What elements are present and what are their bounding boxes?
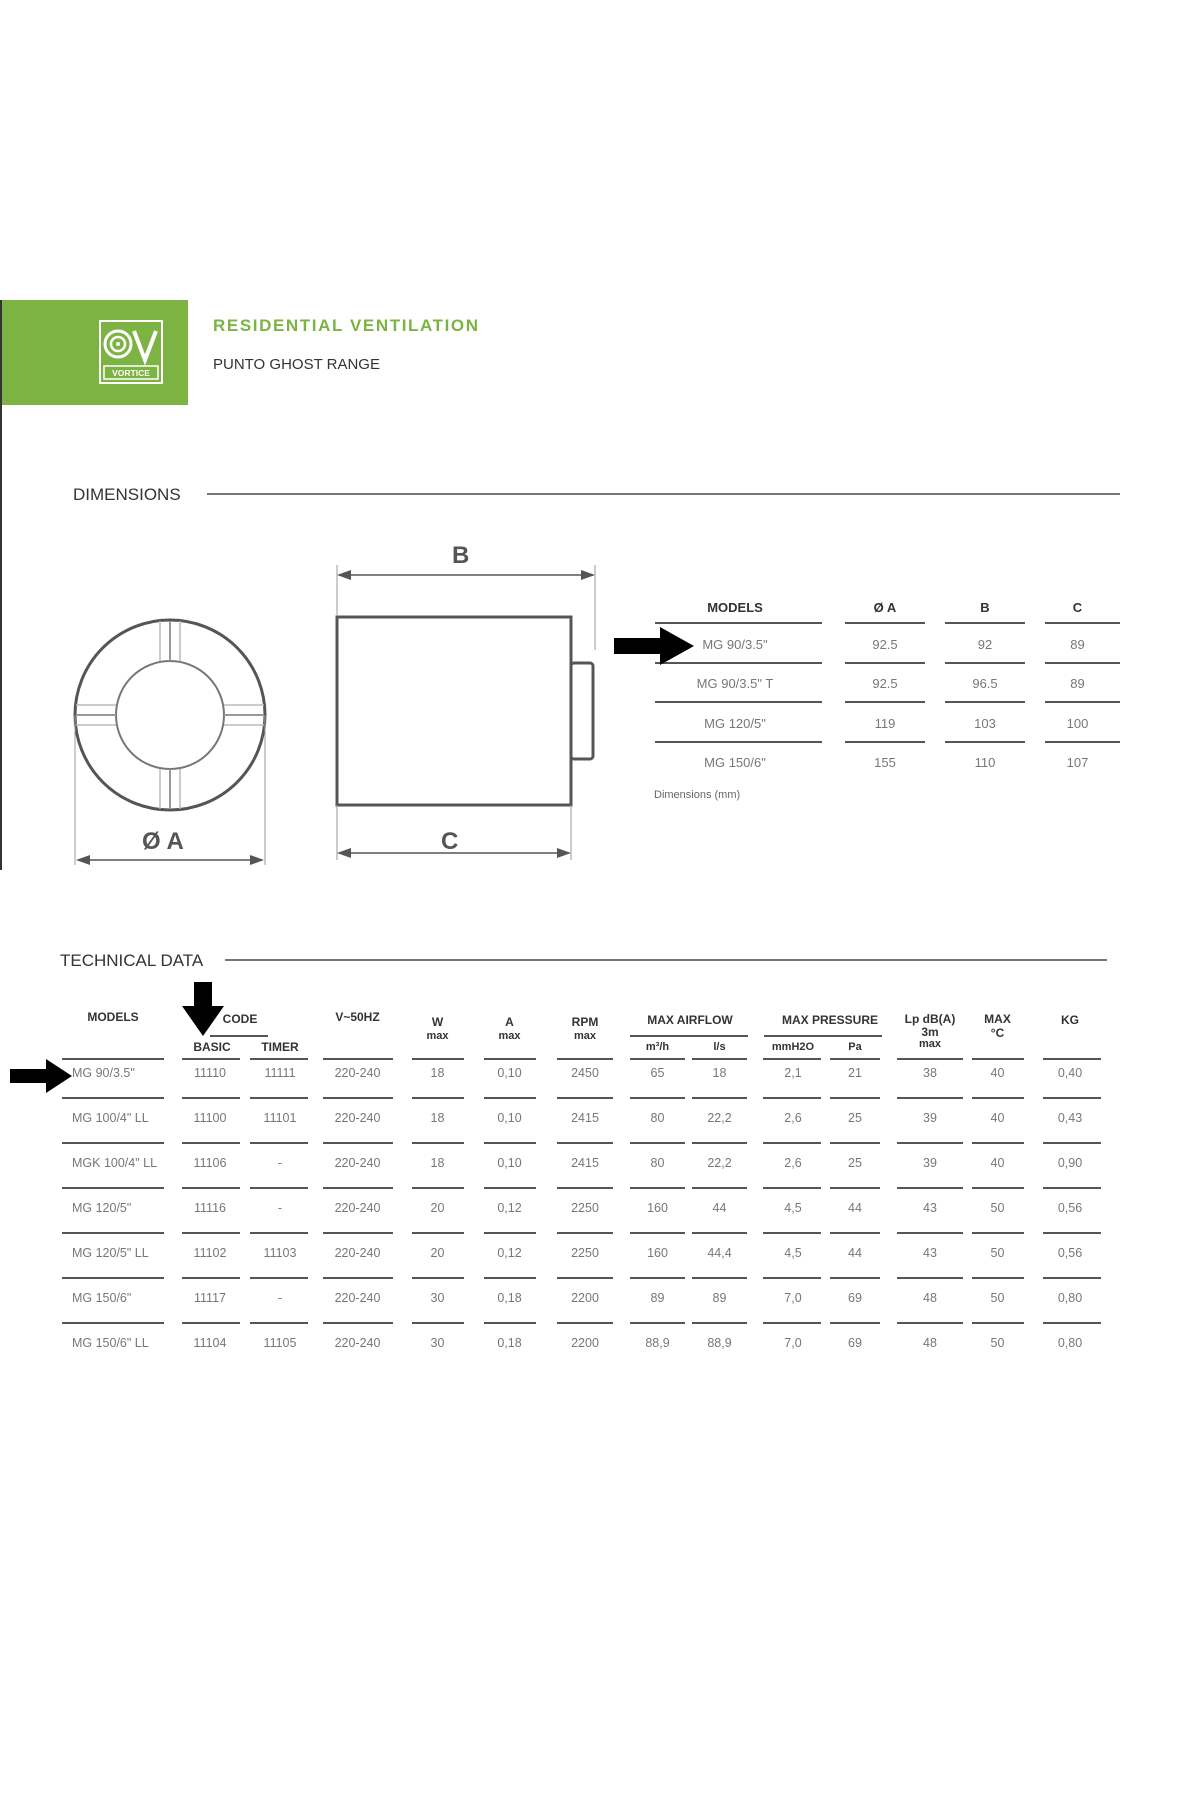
tech-col-ls: l/s	[713, 1041, 726, 1053]
tech-cell-pressure-mmh2o: 4,5	[784, 1246, 802, 1260]
tech-row-rule	[830, 1322, 880, 1324]
tech-row-rule	[972, 1187, 1024, 1189]
tech-cell-weight: 0,56	[1057, 1201, 1083, 1215]
tech-row-rule	[182, 1322, 240, 1324]
tech-row-rule	[323, 1097, 393, 1099]
tech-row-rule	[557, 1277, 613, 1279]
tech-cell-rpm: 2415	[571, 1111, 599, 1125]
tech-row-rule	[692, 1187, 747, 1189]
tech-row-rule	[250, 1097, 308, 1099]
tech-cell-rpm: 2250	[571, 1201, 599, 1215]
tech-row-rule	[1043, 1187, 1101, 1189]
tech-col-kg: KG	[1061, 1013, 1079, 1027]
logo-text: VORTICE	[112, 368, 150, 378]
technical-rule	[225, 959, 1107, 961]
tech-cell-pressure-mmh2o: 4,5	[784, 1201, 802, 1215]
vortice-logo	[99, 320, 163, 384]
tech-cell-noise-db: 48	[923, 1291, 937, 1305]
tech-cell-weight: 0,80	[1057, 1291, 1083, 1305]
tech-row-rule	[692, 1232, 747, 1234]
tech-cell-airflow-ls: 22,2	[707, 1111, 732, 1125]
dim-rule	[845, 622, 925, 624]
tech-row-rule	[412, 1322, 464, 1324]
tech-header-rule	[182, 1058, 240, 1060]
tech-cell-watts: 20	[430, 1246, 445, 1260]
tech-row-rule	[630, 1322, 685, 1324]
tech-row-rule	[1043, 1277, 1101, 1279]
tech-row-rule	[897, 1277, 963, 1279]
tech-cell-airflow-m3h: 89	[650, 1291, 665, 1305]
tech-col-a: A	[505, 1015, 514, 1029]
tech-cell-timer-code: 11105	[263, 1336, 297, 1350]
tech-col-basic: BASIC	[193, 1040, 231, 1054]
arrow-down-icon	[181, 982, 225, 1038]
tech-header-rule	[692, 1058, 747, 1060]
tech-cell-basic-code: 11106	[193, 1156, 227, 1170]
tech-cell-watts: 18	[430, 1156, 445, 1170]
dim-col-b: B	[980, 600, 990, 615]
dim-label-b: B	[452, 542, 470, 569]
tech-col-pa: Pa	[848, 1041, 862, 1053]
tech-row-rule	[557, 1097, 613, 1099]
tech-cell-basic-code: 11110	[194, 1066, 226, 1080]
tech-row-rule	[630, 1232, 685, 1234]
tech-cell-max-temp: 40	[990, 1111, 1005, 1125]
dim-cell-c: 89	[1070, 637, 1085, 652]
tech-row-rule	[830, 1097, 880, 1099]
tech-cell-airflow-m3h: 160	[647, 1246, 668, 1260]
brand-range: PUNTO GHOST RANGE	[213, 356, 380, 373]
tech-row-rule	[484, 1187, 536, 1189]
tech-row-rule	[692, 1097, 747, 1099]
tech-cell-pressure-mmh2o: 2,1	[784, 1066, 802, 1080]
tech-row-rule	[763, 1277, 821, 1279]
tech-col-code: CODE	[222, 1012, 258, 1026]
tech-cell-pressure-pa: 69	[848, 1336, 862, 1350]
tech-row-rule	[323, 1142, 393, 1144]
tech-cell-airflow-ls: 44,4	[707, 1246, 732, 1260]
dim-cell-a: 92.5	[872, 676, 898, 691]
dim-cell-b: 96.5	[972, 676, 998, 691]
pressure-header-rule	[764, 1035, 882, 1037]
tech-cell-basic-code: 11104	[193, 1336, 227, 1350]
dimensions-title: DIMENSIONS	[73, 485, 181, 504]
tech-row-rule	[763, 1097, 821, 1099]
tech-col-models: MODELS	[87, 1010, 139, 1024]
tech-col-lp-sub2: max	[918, 1038, 942, 1050]
tech-row-rule	[62, 1322, 164, 1324]
tech-cell-watts: 30	[430, 1291, 445, 1305]
tech-cell-watts: 30	[430, 1336, 445, 1350]
arrow-right-icon	[10, 1057, 74, 1095]
tech-row-rule	[557, 1232, 613, 1234]
fan-side-drawing	[325, 555, 605, 875]
tech-cell-voltage: 220-240	[334, 1156, 381, 1170]
tech-cell-weight: 0,80	[1057, 1336, 1083, 1350]
tech-cell-rpm: 2415	[571, 1156, 599, 1170]
tech-cell-amps: 0,12	[497, 1246, 522, 1260]
tech-row-rule	[412, 1187, 464, 1189]
tech-row-rule	[484, 1232, 536, 1234]
tech-cell-airflow-m3h: 160	[647, 1201, 668, 1215]
dim-cell-a: 92.5	[872, 637, 898, 652]
tech-col-rpm: RPM	[571, 1015, 599, 1029]
tech-row-rule	[630, 1277, 685, 1279]
tech-cell-airflow-ls: 22,2	[707, 1156, 732, 1170]
tech-cell-basic-code: 11102	[193, 1246, 227, 1260]
dim-cell-a: 155	[874, 755, 896, 770]
tech-cell-weight: 0,43	[1057, 1111, 1083, 1125]
tech-cell-voltage: 220-240	[334, 1066, 381, 1080]
tech-cell-model: MG 120/5"	[72, 1201, 132, 1215]
tech-row-rule	[763, 1232, 821, 1234]
tech-row-rule	[557, 1142, 613, 1144]
tech-row-rule	[897, 1097, 963, 1099]
tech-cell-basic-code: 11116	[194, 1201, 226, 1215]
tech-row-rule	[250, 1322, 308, 1324]
dim-cell-model: MG 90/3.5"	[702, 637, 768, 652]
tech-cell-amps: 0,18	[497, 1336, 522, 1350]
tech-cell-amps: 0,10	[497, 1156, 522, 1170]
tech-header-rule	[830, 1058, 880, 1060]
tech-col-maxc-sub: °C	[990, 1026, 1005, 1040]
tech-row-rule	[897, 1142, 963, 1144]
tech-row-rule	[972, 1142, 1024, 1144]
tech-cell-rpm: 2200	[571, 1336, 599, 1350]
tech-header-rule	[62, 1058, 164, 1060]
tech-cell-rpm: 2200	[571, 1291, 599, 1305]
tech-row-rule	[630, 1142, 685, 1144]
tech-header-rule	[630, 1058, 685, 1060]
tech-cell-airflow-ls: 44	[712, 1201, 727, 1215]
tech-row-rule	[182, 1142, 240, 1144]
tech-row-rule	[972, 1097, 1024, 1099]
dimensions-rule	[207, 493, 1120, 495]
dim-cell-c: 100	[1066, 716, 1089, 731]
tech-row-rule	[323, 1277, 393, 1279]
tech-cell-timer-code: 11111	[264, 1066, 296, 1080]
tech-row-rule	[1043, 1142, 1101, 1144]
tech-row-rule	[830, 1232, 880, 1234]
tech-row-rule	[830, 1142, 880, 1144]
tech-cell-pressure-mmh2o: 7,0	[784, 1336, 802, 1350]
tech-cell-noise-db: 38	[923, 1066, 937, 1080]
tech-header-rule	[412, 1058, 464, 1060]
dim-col-a: Ø A	[873, 600, 897, 615]
tech-cell-voltage: 220-240	[334, 1336, 381, 1350]
tech-row-rule	[412, 1097, 464, 1099]
tech-cell-model: MG 100/4" LL	[72, 1111, 149, 1125]
tech-header-rule	[484, 1058, 536, 1060]
tech-row-rule	[323, 1187, 393, 1189]
tech-row-rule	[182, 1232, 240, 1234]
tech-row-rule	[412, 1232, 464, 1234]
tech-row-rule	[62, 1142, 164, 1144]
tech-cell-max-temp: 50	[990, 1246, 1005, 1260]
dim-cell-model: MG 120/5"	[704, 716, 766, 731]
tech-cell-rpm: 2450	[571, 1066, 599, 1080]
tech-row-rule	[323, 1322, 393, 1324]
tech-cell-model: MG 150/6"	[72, 1291, 132, 1305]
dim-rule	[945, 622, 1025, 624]
tech-row-rule	[1043, 1232, 1101, 1234]
tech-row-rule	[630, 1097, 685, 1099]
tech-row-rule	[630, 1187, 685, 1189]
tech-row-rule	[484, 1097, 536, 1099]
dim-cell-b: 103	[974, 716, 996, 731]
tech-row-rule	[897, 1232, 963, 1234]
dim-cell-a: 119	[874, 716, 896, 731]
tech-col-voltage: V~50HZ	[335, 1010, 380, 1024]
tech-cell-noise-db: 48	[923, 1336, 937, 1350]
tech-col-lp-sub1: 3m	[921, 1025, 939, 1039]
tech-col-mmh2o: mmH2O	[771, 1041, 815, 1053]
tech-cell-pressure-mmh2o: 7,0	[784, 1291, 802, 1305]
tech-row-rule	[763, 1322, 821, 1324]
tech-header-rule	[1043, 1058, 1101, 1060]
tech-col-airflow: MAX AIRFLOW	[647, 1013, 733, 1027]
tech-cell-voltage: 220-240	[334, 1111, 381, 1125]
tech-row-rule	[897, 1187, 963, 1189]
tech-row-rule	[830, 1187, 880, 1189]
tech-row-rule	[484, 1142, 536, 1144]
tech-cell-voltage: 220-240	[334, 1246, 381, 1260]
dim-cell-model: MG 150/6"	[704, 755, 766, 770]
tech-cell-weight: 0,56	[1057, 1246, 1083, 1260]
tech-cell-max-temp: 50	[990, 1291, 1005, 1305]
tech-cell-noise-db: 43	[923, 1246, 937, 1260]
tech-row-rule	[250, 1142, 308, 1144]
tech-row-rule	[250, 1232, 308, 1234]
tech-col-timer: TIMER	[261, 1040, 299, 1054]
tech-cell-noise-db: 39	[923, 1156, 937, 1170]
tech-cell-timer-code: -	[277, 1291, 283, 1305]
tech-col-m3h: m³/h	[645, 1041, 670, 1053]
dim-label-a: Ø A	[142, 828, 184, 855]
tech-col-w-sub: max	[426, 1030, 449, 1042]
dimensions-note: Dimensions (mm)	[654, 789, 741, 801]
tech-cell-pressure-pa: 44	[848, 1201, 862, 1215]
tech-col-a-sub: max	[498, 1030, 521, 1042]
tech-cell-rpm: 2250	[571, 1246, 599, 1260]
tech-cell-model: MG 120/5" LL	[72, 1246, 149, 1260]
dim-cell-c: 89	[1070, 676, 1085, 691]
tech-cell-pressure-pa: 21	[848, 1066, 862, 1080]
tech-row-rule	[692, 1322, 747, 1324]
dim-rule	[1045, 622, 1120, 624]
dim-label-c: C	[441, 828, 459, 855]
tech-row-rule	[62, 1187, 164, 1189]
tech-cell-watts: 18	[430, 1066, 445, 1080]
arrow-right-icon	[614, 625, 696, 667]
dim-rule	[655, 622, 822, 624]
tech-row-rule	[250, 1277, 308, 1279]
tech-row-rule	[1043, 1322, 1101, 1324]
dim-col-models: MODELS	[707, 600, 763, 615]
airflow-header-rule	[630, 1035, 748, 1037]
tech-cell-amps: 0,10	[497, 1066, 522, 1080]
page-margin-line	[0, 300, 2, 870]
tech-cell-watts: 20	[430, 1201, 445, 1215]
tech-cell-model: MGK 100/4" LL	[72, 1156, 158, 1170]
tech-cell-voltage: 220-240	[334, 1291, 381, 1305]
tech-cell-pressure-pa: 25	[848, 1111, 862, 1125]
tech-row-rule	[182, 1097, 240, 1099]
tech-row-rule	[972, 1232, 1024, 1234]
tech-cell-pressure-mmh2o: 2,6	[784, 1111, 802, 1125]
tech-col-w: W	[431, 1015, 444, 1029]
tech-row-rule	[763, 1142, 821, 1144]
dim-col-c: C	[1072, 600, 1083, 615]
dim-cell-b: 92	[977, 637, 993, 652]
tech-cell-pressure-pa: 69	[848, 1291, 862, 1305]
technical-title: TECHNICAL DATA	[60, 951, 204, 970]
tech-cell-timer-code: -	[277, 1156, 283, 1170]
tech-cell-max-temp: 40	[990, 1156, 1005, 1170]
tech-cell-weight: 0,90	[1057, 1156, 1083, 1170]
tech-row-rule	[62, 1097, 164, 1099]
tech-row-rule	[972, 1277, 1024, 1279]
tech-cell-airflow-ls: 89	[712, 1291, 727, 1305]
tech-header-rule	[897, 1058, 963, 1060]
tech-cell-amps: 0,10	[497, 1111, 522, 1125]
tech-col-rpm-sub: max	[573, 1030, 597, 1042]
tech-cell-basic-code: 11117	[194, 1291, 226, 1305]
tech-row-rule	[484, 1277, 536, 1279]
tech-cell-noise-db: 43	[923, 1201, 937, 1215]
tech-cell-max-temp: 50	[990, 1201, 1005, 1215]
tech-cell-airflow-ls: 18	[712, 1066, 727, 1080]
tech-cell-noise-db: 39	[923, 1111, 937, 1125]
tech-row-rule	[1043, 1097, 1101, 1099]
tech-col-maxc: MAX	[984, 1012, 1011, 1026]
tech-cell-airflow-m3h: 88,9	[645, 1336, 670, 1350]
tech-cell-airflow-m3h: 65	[650, 1066, 665, 1080]
tech-row-rule	[557, 1187, 613, 1189]
tech-header-rule	[557, 1058, 613, 1060]
tech-col-pressure: MAX PRESSURE	[781, 1013, 879, 1027]
tech-row-rule	[323, 1232, 393, 1234]
tech-row-rule	[897, 1322, 963, 1324]
tech-cell-amps: 0,12	[497, 1201, 522, 1215]
tech-row-rule	[250, 1187, 308, 1189]
tech-header-rule	[323, 1058, 393, 1060]
tech-cell-watts: 18	[430, 1111, 445, 1125]
tech-cell-pressure-pa: 44	[848, 1246, 862, 1260]
tech-cell-max-temp: 50	[990, 1336, 1005, 1350]
tech-header-rule	[250, 1058, 308, 1060]
tech-row-rule	[557, 1322, 613, 1324]
tech-row-rule	[182, 1187, 240, 1189]
brand-category: RESIDENTIAL VENTILATION	[213, 316, 480, 335]
tech-row-rule	[692, 1142, 747, 1144]
tech-cell-timer-code: -	[277, 1201, 283, 1215]
tech-col-lp: Lp dB(A)	[904, 1012, 956, 1026]
tech-row-rule	[412, 1277, 464, 1279]
tech-cell-amps: 0,18	[497, 1291, 522, 1305]
tech-row-rule	[484, 1322, 536, 1324]
tech-cell-timer-code: 11103	[263, 1246, 297, 1260]
tech-cell-airflow-m3h: 80	[650, 1156, 665, 1170]
tech-row-rule	[62, 1232, 164, 1234]
tech-cell-airflow-ls: 88,9	[707, 1336, 732, 1350]
tech-cell-basic-code: 11100	[193, 1111, 227, 1125]
tech-header-rule	[763, 1058, 821, 1060]
dim-cell-c: 107	[1066, 755, 1089, 770]
tech-header-rule	[972, 1058, 1024, 1060]
tech-cell-pressure-mmh2o: 2,6	[784, 1156, 802, 1170]
tech-row-rule	[182, 1277, 240, 1279]
tech-cell-timer-code: 11101	[263, 1111, 297, 1125]
tech-cell-max-temp: 40	[990, 1066, 1005, 1080]
tech-row-rule	[692, 1277, 747, 1279]
dim-cell-b: 110	[974, 755, 996, 770]
dim-cell-model: MG 90/3.5" T	[696, 676, 774, 691]
tech-cell-weight: 0,40	[1057, 1066, 1083, 1080]
tech-cell-voltage: 220-240	[334, 1201, 381, 1215]
tech-row-rule	[62, 1277, 164, 1279]
tech-row-rule	[830, 1277, 880, 1279]
tech-row-rule	[412, 1142, 464, 1144]
tech-row-rule	[763, 1187, 821, 1189]
tech-row-rule	[972, 1322, 1024, 1324]
tech-cell-airflow-m3h: 80	[650, 1111, 665, 1125]
tech-cell-model: MG 90/3.5"	[72, 1066, 135, 1080]
tech-cell-pressure-pa: 25	[848, 1156, 862, 1170]
tech-cell-model: MG 150/6" LL	[72, 1336, 149, 1350]
